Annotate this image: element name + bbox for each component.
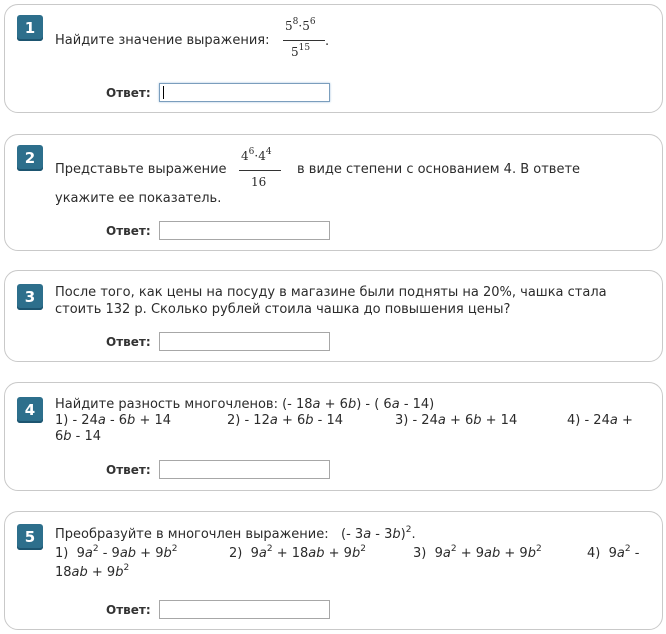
option-3: 3) $9a^2 + 9ab + 9b^2$ bbox=[413, 544, 542, 561]
answer-label: Ответ: bbox=[106, 463, 151, 477]
answer-label: Ответ: bbox=[106, 603, 151, 617]
task-card-4 bbox=[4, 382, 663, 491]
task-card-1 bbox=[4, 4, 663, 113]
task-question-line2: укажите ее показатель. bbox=[55, 191, 222, 206]
punctuation: . bbox=[325, 34, 330, 49]
task-number: 1 bbox=[17, 15, 43, 41]
dot: · bbox=[254, 149, 259, 163]
num-exp: 6 bbox=[248, 147, 255, 157]
task-card-5 bbox=[4, 511, 663, 630]
text-cursor bbox=[163, 86, 164, 99]
task-question-part1: Представьте выражение bbox=[55, 162, 227, 177]
task-question-part2: в виде степени с основанием 4. В ответе bbox=[297, 162, 581, 177]
answer-label: Ответ: bbox=[106, 335, 151, 349]
answer-input[interactable] bbox=[159, 221, 330, 240]
task-question-line2: стоить 132 р. Сколько рублей стоила чашка до повышения цены? bbox=[55, 302, 511, 317]
num-exp: 6 bbox=[309, 17, 316, 27]
task-number: 3 bbox=[17, 284, 43, 310]
option-1: 1) - 24a - 6b + 14 bbox=[55, 413, 172, 428]
num-exp: 8 bbox=[292, 17, 299, 27]
answer-label: Ответ: bbox=[106, 224, 151, 238]
option-text: 4) - 24 bbox=[567, 413, 610, 428]
option-1: 1) $9a^2 - 9ab + 9b^2$ bbox=[55, 544, 178, 561]
fraction-line bbox=[283, 40, 325, 41]
task-question: Преобразуйте в многочлен выражение: (- 3a - 3b)$^2$. bbox=[55, 525, 416, 542]
den-base: 5 bbox=[291, 45, 299, 59]
option-4-cont: 6b - 14 bbox=[55, 429, 102, 444]
option-3: 3) - 24a + 6b + 14 bbox=[395, 413, 518, 428]
option-2: 2) $9a^2 + 18ab + 9b^2$ bbox=[229, 544, 366, 561]
task-question: Найдите значение выражения: bbox=[55, 33, 270, 48]
option-4-cont: $18ab + 9b^2$ bbox=[55, 563, 130, 580]
num-base: 5 bbox=[285, 19, 293, 33]
task-number: 4 bbox=[17, 397, 43, 423]
fraction-expression bbox=[283, 14, 325, 64]
task-question-line1: После того, как цены на посуду в магазине были подняты на 20%, чашка стала bbox=[55, 285, 607, 300]
num-base: 4 bbox=[241, 149, 249, 163]
answer-label: Ответ: bbox=[106, 86, 151, 100]
num-exp: 4 bbox=[265, 147, 272, 157]
num-base: 5 bbox=[302, 19, 310, 33]
task-question: Найдите разность многочленов: (- 18a + 6b) - ( 6a - 14) bbox=[55, 397, 435, 412]
fraction-expression bbox=[239, 144, 281, 194]
num-base: 4 bbox=[258, 149, 266, 163]
answer-input[interactable] bbox=[159, 83, 330, 102]
option-text: 3) - 24 bbox=[395, 413, 438, 428]
answer-input[interactable] bbox=[159, 460, 330, 479]
den: 16 bbox=[251, 175, 267, 189]
option-text: 1) - 24 bbox=[55, 413, 98, 428]
question-text: Найдите разность многочленов: (- 18 bbox=[55, 397, 313, 412]
fraction-line bbox=[239, 170, 281, 171]
task-card-2 bbox=[4, 134, 663, 251]
option-4: 4) $9a^2$ - bbox=[587, 544, 640, 561]
answer-input[interactable] bbox=[159, 600, 330, 619]
question-text: Преобразуйте в многочлен выражение: bbox=[55, 527, 329, 542]
task-number: 2 bbox=[17, 145, 43, 171]
option-4: 4) - 24a + bbox=[567, 413, 633, 428]
task-number: 5 bbox=[17, 524, 43, 550]
task-card-3 bbox=[4, 270, 663, 362]
answer-input[interactable] bbox=[159, 332, 330, 351]
den-exp: 15 bbox=[298, 43, 311, 53]
dot: · bbox=[298, 19, 303, 33]
option-text: 2) - 12 bbox=[227, 413, 270, 428]
option-2: 2) - 12a + 6b - 14 bbox=[227, 413, 344, 428]
